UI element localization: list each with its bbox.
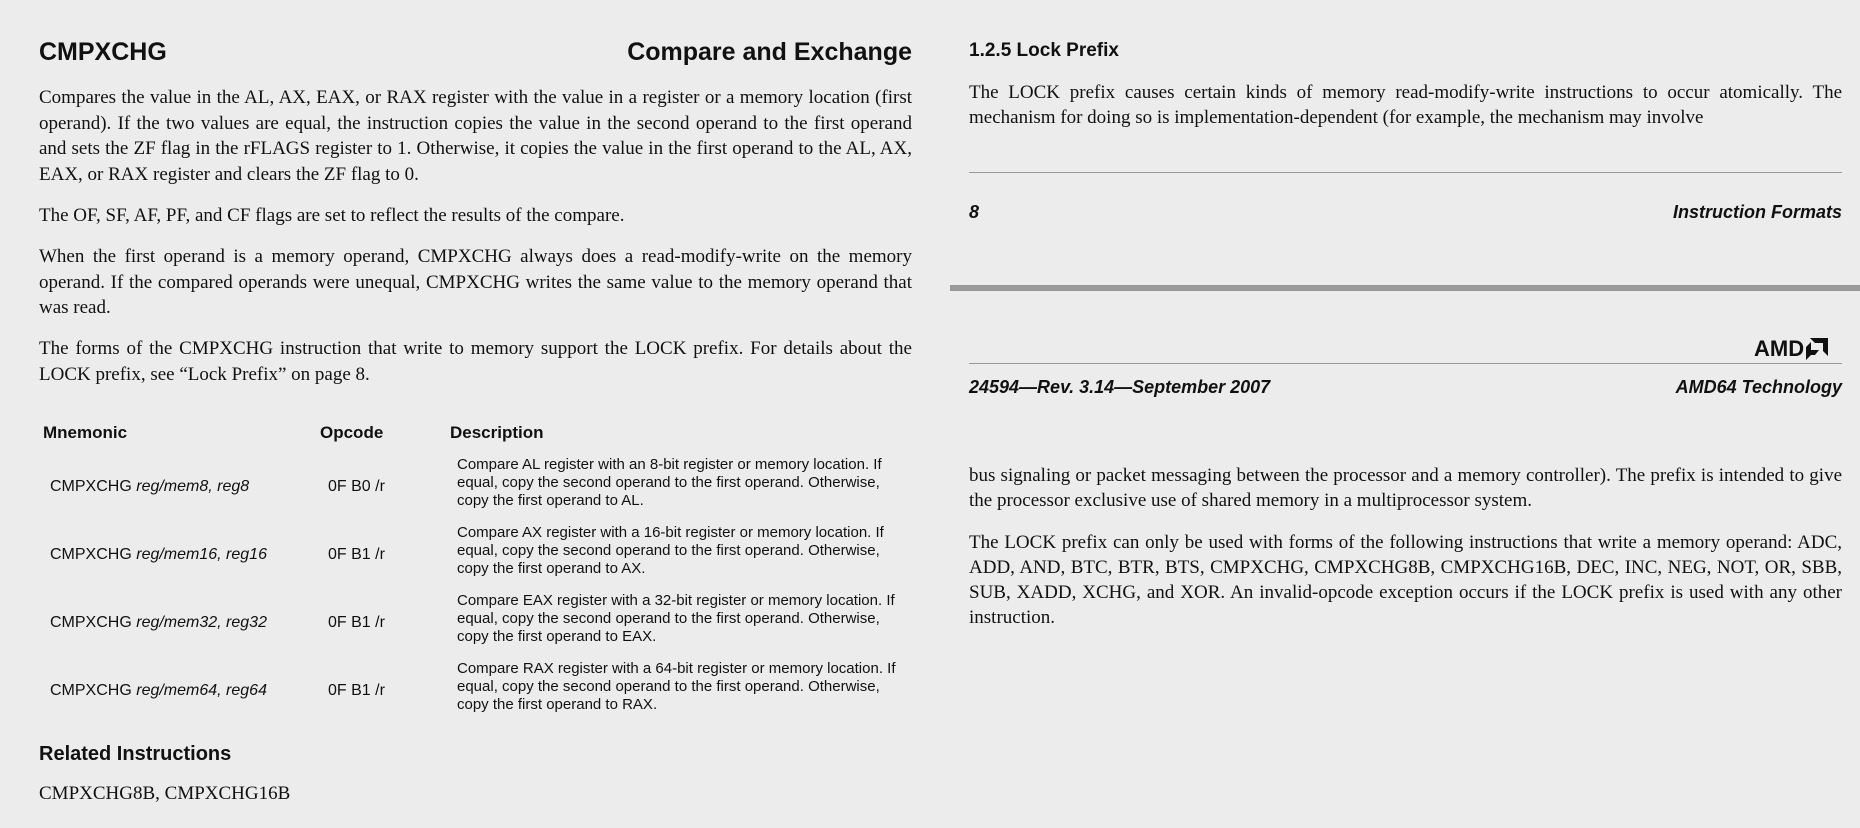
table-row <box>0 660 950 722</box>
description-paragraph: Compares the value in the AL, AX, EAX, or RAX register with the value in a register or a memory location (first operand). If the two values are equal, the instruction copies the value in the second operand to the first operand and sets the ZF flag in the rFLAGS register to 1. Otherwise, it copies the value in the first operand to the AL, AX, EAX, or RAX register and clears the ZF flag to 0. <box>39 87 912 185</box>
instruction-full-name: Compare and Exchange <box>627 38 912 66</box>
chapter-name: Instruction Formats <box>1672 202 1842 222</box>
table-row <box>0 524 950 586</box>
opcode-cell: 0F B1 /r <box>328 546 385 563</box>
instruction-name: CMPXCHG <box>39 38 167 66</box>
header-rule <box>969 363 1842 364</box>
lock-prefix-paragraph: The LOCK prefix causes certain kinds of memory read-modify-write instructions to occur atomically. The mechanism for doing so is implementation-dependent (for example, the mechanism may involve <box>969 82 1842 128</box>
amd-logo: AMD <box>1754 336 1828 362</box>
opcode-cell: 0F B0 /r <box>328 478 385 495</box>
section-title: 1.2.5 Lock Prefix <box>969 40 1119 61</box>
right-page <box>950 0 1860 828</box>
bus-signaling-paragraph: bus signaling or packet messaging between the processor and a memory controller). The prefix is intended to give the processor exclusive use of shared memory in a multiprocessor system. <box>969 465 1842 511</box>
amd-arrow-icon <box>1806 338 1828 360</box>
mnemonic-cell: CMPXCHG reg/mem64, reg64 <box>50 682 267 699</box>
description-cell: Compare RAX register with a 64-bit register or memory location. If equal, copy the second operand to the first operand. Otherwise, copy the first operand to RAX. <box>457 660 896 713</box>
page-separator <box>950 285 1860 291</box>
table-header-opcode: Opcode <box>320 423 384 442</box>
mnemonic-cell: CMPXCHG reg/mem16, reg16 <box>50 546 267 563</box>
table-header-mnemonic: Mnemonic <box>43 423 128 442</box>
table-row <box>0 592 950 654</box>
flags-paragraph: The OF, SF, AF, PF, and CF flags are set to reflect the results of the compare. <box>39 205 625 226</box>
document-revision: 24594—Rev. 3.14—September 2007 <box>969 377 1271 397</box>
mnemonic-cell: CMPXCHG reg/mem32, reg32 <box>50 614 267 631</box>
memory-operand-paragraph: When the first operand is a memory operand, CMPXCHG always does a read-modify-write on the memory operand. If the compared operands were unequal, CMPXCHG writes the same value to the memory operand that was read. <box>39 246 912 318</box>
document-product: AMD64 Technology <box>1675 377 1842 397</box>
table-row <box>0 456 950 518</box>
related-instructions-heading: Related Instructions <box>39 743 232 765</box>
lock-instructions-paragraph: The LOCK prefix can only be used with forms of the following instructions that write a memory operand: ADC, ADD, AND, BTC, BTR, BTS, CMPXCHG, CMPXCHG8B, CMPXCHG16B, DEC, INC, NEG, NOT, OR, SBB, SUB, XADD, XCHG, and XOR. An invalid-opcode exception occurs if the LOCK prefix is used with any other instruction. <box>969 532 1842 628</box>
description-cell: Compare AX register with a 16-bit register or memory location. If equal, copy the second operand to the first operand. Otherwise, copy the first operand to AX. <box>457 524 884 577</box>
opcode-cell: 0F B1 /r <box>328 614 385 631</box>
description-cell: Compare AL register with an 8-bit register or memory location. If equal, copy the second operand to the first operand. Otherwise, copy the first operand to AL. <box>457 456 882 509</box>
related-instructions-list: CMPXCHG8B, CMPXCHG16B <box>39 783 291 804</box>
lock-support-paragraph: The forms of the CMPXCHG instruction that write to memory support the LOCK prefix. For details about the LOCK prefix, see “Lock Prefix” on page 8. <box>39 338 912 385</box>
mnemonic-cell: CMPXCHG reg/mem8, reg8 <box>50 478 250 495</box>
page-number: 8 <box>969 202 980 222</box>
description-cell: Compare EAX register with a 32-bit register or memory location. If equal, copy the second operand to the first operand. Otherwise, copy the first operand to EAX. <box>457 592 895 645</box>
opcode-cell: 0F B1 /r <box>328 682 385 699</box>
footer-rule <box>969 172 1842 173</box>
table-header-description: Description <box>450 423 544 442</box>
